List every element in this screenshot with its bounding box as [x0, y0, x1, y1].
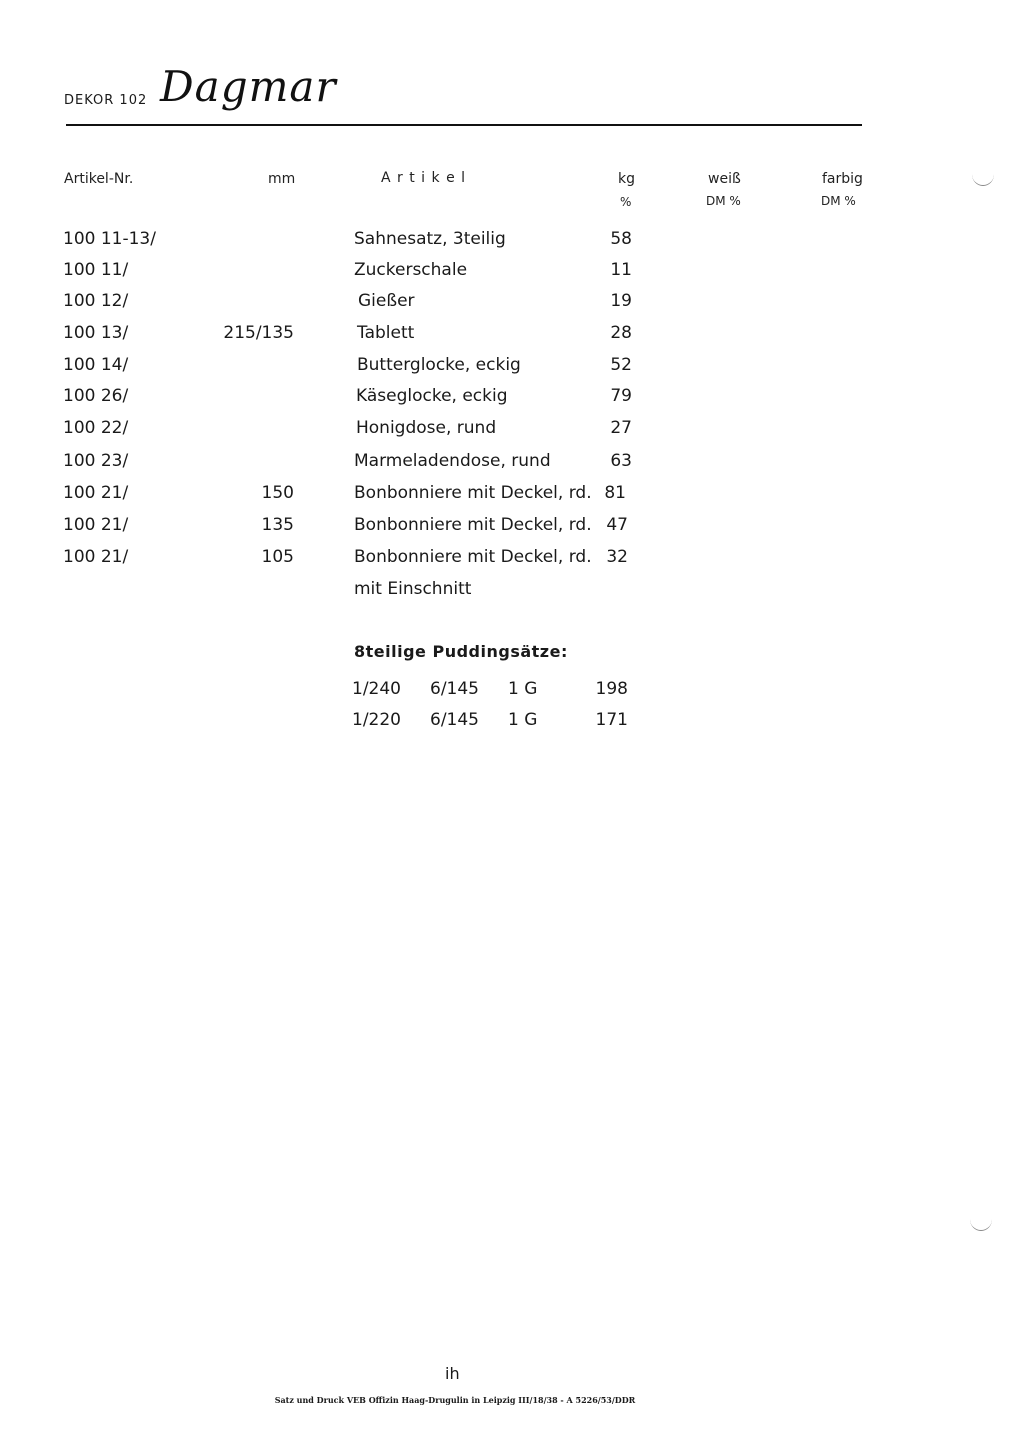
- pudding-row: [0, 679, 1024, 709]
- article-kg: 11: [610, 260, 632, 280]
- article-number: 100 13/: [63, 323, 129, 343]
- table-row: [0, 260, 1024, 290]
- article-name: Bonbonniere mit Deckel, rd.: [354, 515, 592, 535]
- article-number: 100 21/: [63, 547, 129, 567]
- col-header-weiss: weiß: [708, 171, 741, 187]
- article-kg: 58: [610, 229, 632, 249]
- table-row: [0, 515, 1024, 545]
- article-number: 100 21/: [63, 515, 129, 535]
- pudding-size-a: 1/220: [352, 710, 401, 730]
- article-name: Butterglocke, eckig: [357, 355, 521, 375]
- col-header-kg: kg: [618, 171, 635, 187]
- article-mm: 150: [261, 483, 294, 503]
- pudding-size-b: 6/145: [430, 710, 479, 730]
- col-header-artikel: A r t i k e l: [381, 170, 467, 186]
- table-row: [0, 483, 1024, 513]
- col-header-artikel-nr: Artikel-Nr.: [64, 171, 134, 187]
- article-name: Tablett: [357, 323, 415, 343]
- article-number: 100 12/: [63, 291, 129, 311]
- table-row: [0, 323, 1024, 353]
- article-mm: 135: [261, 515, 294, 535]
- article-number: 100 21/: [63, 483, 129, 503]
- col-header-mm: mm: [268, 171, 296, 187]
- article-kg: 28: [610, 323, 632, 343]
- table-row: [0, 418, 1024, 448]
- article-name: Zuckerschale: [354, 260, 468, 280]
- pudding-kg: 171: [595, 710, 628, 730]
- col-header-farbig-unit: DM %: [821, 194, 856, 208]
- article-kg: 63: [610, 451, 632, 471]
- pudding-size-a: 1/240: [352, 679, 401, 699]
- article-number: 100 22/: [63, 418, 129, 438]
- article-kg: 19: [610, 291, 632, 311]
- article-name: Bonbonniere mit Deckel, rd.: [354, 547, 592, 567]
- article-number: 100 26/: [63, 386, 129, 406]
- table-row: [0, 291, 1024, 321]
- article-kg: 27: [610, 418, 632, 438]
- article-mm: 215/135: [223, 323, 294, 343]
- article-name: Honigdose, rund: [356, 418, 497, 438]
- dekor-label: DEKOR 102: [64, 93, 148, 108]
- article-name: Marmeladendose, rund: [354, 451, 551, 471]
- pudding-kg: 198: [595, 679, 628, 699]
- article-number: 100 11/: [63, 260, 129, 280]
- col-header-kg-unit: %: [620, 195, 632, 209]
- table-row: [0, 386, 1024, 416]
- article-name: Bonbonniere mit Deckel, rd.: [354, 483, 592, 503]
- table-row: [0, 547, 1024, 577]
- brand-name: Dagmar: [160, 62, 337, 111]
- punch-hole-mark: [972, 163, 994, 186]
- header-rule: [66, 124, 862, 126]
- table-row: [0, 229, 1024, 259]
- table-row: [0, 355, 1024, 385]
- article-kg: 32: [606, 547, 628, 567]
- article-mm: 105: [261, 547, 294, 567]
- pudding-count: 1 G: [508, 679, 538, 699]
- imprint-line: Satz und Druck VEB Offizin Haag-Drugulin in Leipzig III/18/38 - A 5226/53/DDR: [274, 1395, 636, 1405]
- article-name: Gießer: [358, 291, 415, 311]
- article-kg: 79: [610, 386, 632, 406]
- printer-mark: ih: [445, 1364, 460, 1383]
- article-name: Käseglocke, eckig: [356, 386, 508, 406]
- table-row: [0, 451, 1024, 481]
- article-name: Sahnesatz, 3teilig: [354, 229, 506, 249]
- article-kg: 81: [604, 483, 626, 503]
- table-row: [0, 579, 1024, 609]
- article-number: 100 11-13/: [63, 229, 156, 249]
- article-kg: 47: [606, 515, 628, 535]
- pudding-title: 8teilige Puddingsätze:: [354, 642, 568, 661]
- pudding-row: [0, 710, 1024, 740]
- punch-hole-mark: [970, 1208, 992, 1231]
- col-header-weiss-unit: DM %: [706, 194, 741, 208]
- article-name: mit Einschnitt: [354, 579, 472, 599]
- article-number: 100 23/: [63, 451, 129, 471]
- article-kg: 52: [610, 355, 632, 375]
- pudding-count: 1 G: [508, 710, 538, 730]
- pudding-size-b: 6/145: [430, 679, 479, 699]
- col-header-farbig: farbig: [822, 171, 863, 187]
- article-number: 100 14/: [63, 355, 129, 375]
